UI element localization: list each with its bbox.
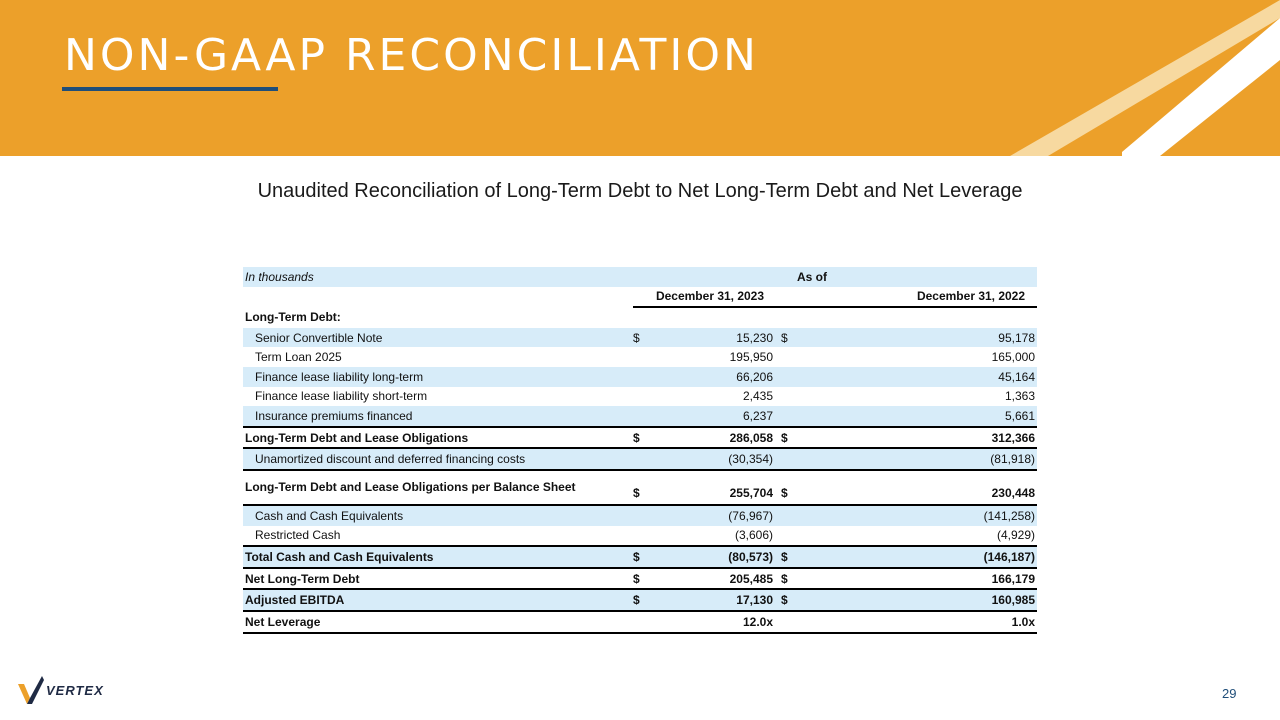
value-2023: 286,058 [647, 427, 777, 449]
subtotal-row [243, 427, 1037, 449]
total-row [243, 568, 1037, 590]
row-label: Long-Term Debt and Lease Obligations [243, 427, 633, 449]
total-row [243, 611, 1037, 633]
table-row [243, 387, 1037, 407]
dollar-sign [633, 387, 647, 407]
date-header-row [243, 287, 1037, 308]
dollar-sign [777, 448, 907, 470]
dollar-sign [633, 347, 647, 367]
value-2022: 5,661 [907, 406, 1037, 427]
row-label: Finance lease liability short-term [255, 389, 428, 404]
table-subtitle: Unaudited Reconciliation of Long-Term Debt to Net Long-Term Debt and Net Leverage [257, 180, 1023, 202]
table-header-row [243, 267, 1037, 287]
subtotal-row [243, 546, 1037, 568]
value-2022: 230,448 [991, 485, 1035, 500]
row-label: Adjusted EBITDA [243, 589, 633, 611]
section-label: Long-Term Debt: [245, 310, 341, 325]
row-label: Term Loan 2025 [255, 350, 342, 365]
row-label: Finance lease liability long-term [243, 367, 633, 387]
dollar-sign [633, 448, 647, 470]
value-2023: 12.0x [647, 611, 777, 633]
value-2023: 255,704 [729, 485, 773, 500]
table-row [243, 328, 1037, 348]
dollar-sign: $ [633, 568, 647, 590]
value-2023: (30,354) [647, 448, 777, 470]
subtotal-row [243, 470, 1037, 505]
value-2023: 17,130 [647, 589, 777, 611]
dollar-sign [777, 611, 907, 633]
value-2022: 160,985 [907, 589, 1037, 611]
table-row [243, 448, 1037, 470]
row-label: Unamortized discount and deferred financing costs [243, 448, 633, 470]
dollar-sign: $ [633, 485, 640, 500]
col1-header: December 31, 2023 [647, 287, 777, 308]
page-number: 29 [1222, 686, 1237, 701]
dollar-sign [777, 505, 907, 526]
value-2022: (141,258) [907, 505, 1037, 526]
section-label-row [243, 307, 1037, 328]
value-2023: 205,485 [647, 568, 777, 590]
row-label: Long-Term Debt and Lease Obligations per Balance Sheet [245, 480, 576, 495]
dollar-sign: $ [633, 546, 647, 568]
dollar-sign [633, 611, 647, 633]
value-2022: (81,918) [907, 448, 1037, 470]
dollar-sign: $ [781, 485, 788, 500]
dollar-sign [777, 526, 907, 547]
value-2023: (80,573) [647, 546, 777, 568]
row-label: Insurance premiums financed [243, 406, 633, 427]
value-2023: 66,206 [647, 367, 777, 387]
value-2022: 95,178 [907, 328, 1037, 348]
value-2023: 6,237 [647, 406, 777, 427]
value-2022: 312,366 [907, 427, 1037, 449]
units-label: In thousands [243, 267, 633, 287]
value-2022: (146,187) [907, 546, 1037, 568]
dollar-sign [777, 347, 907, 367]
table-row [243, 347, 1037, 367]
col2-header: December 31, 2022 [907, 287, 1037, 308]
dollar-sign: $ [777, 568, 907, 590]
row-label: Total Cash and Cash Equivalents [243, 546, 633, 568]
row-label: Net Long-Term Debt [243, 568, 633, 590]
dollar-sign [777, 367, 907, 387]
value-2023: 2,435 [742, 389, 773, 404]
dollar-sign [633, 526, 647, 547]
dollar-sign [633, 505, 647, 526]
dollar-sign [633, 367, 647, 387]
value-2023: 195,950 [729, 350, 773, 365]
value-2022: 166,179 [907, 568, 1037, 590]
dollar-sign: $ [777, 589, 907, 611]
row-label: Cash and Cash Equivalents [243, 505, 633, 526]
value-2022: 1,363 [1004, 389, 1035, 404]
page-title: NON-GAAP RECONCILIATION [64, 30, 759, 81]
value-2023: 15,230 [647, 328, 777, 348]
total-row [243, 589, 1037, 611]
value-2022: 1.0x [907, 611, 1037, 633]
value-2022: (4,929) [996, 528, 1035, 543]
table-row [243, 505, 1037, 526]
dollar-sign: $ [633, 427, 647, 449]
value-2022: 165,000 [991, 350, 1035, 365]
dollar-sign: $ [633, 328, 647, 348]
dollar-sign: $ [777, 546, 907, 568]
table-row [243, 406, 1037, 427]
value-2023: (76,967) [647, 505, 777, 526]
dollar-sign [633, 406, 647, 427]
row-label: Senior Convertible Note [243, 328, 633, 348]
dollar-sign [777, 406, 907, 427]
vertex-logo-icon [18, 676, 44, 706]
reconciliation-table [243, 267, 1037, 634]
logo-text: VERTEX [46, 683, 104, 698]
table-row [243, 367, 1037, 387]
value-2023: (3,606) [734, 528, 773, 543]
dollar-sign [777, 387, 907, 407]
title-underline [62, 87, 278, 91]
dollar-sign: $ [777, 328, 907, 348]
as-of-label: As of [647, 267, 1037, 287]
row-label: Restricted Cash [255, 528, 341, 543]
row-label: Net Leverage [243, 611, 633, 633]
dollar-sign: $ [777, 427, 907, 449]
table-row [243, 526, 1037, 547]
dollar-sign: $ [633, 589, 647, 611]
value-2022: 45,164 [907, 367, 1037, 387]
